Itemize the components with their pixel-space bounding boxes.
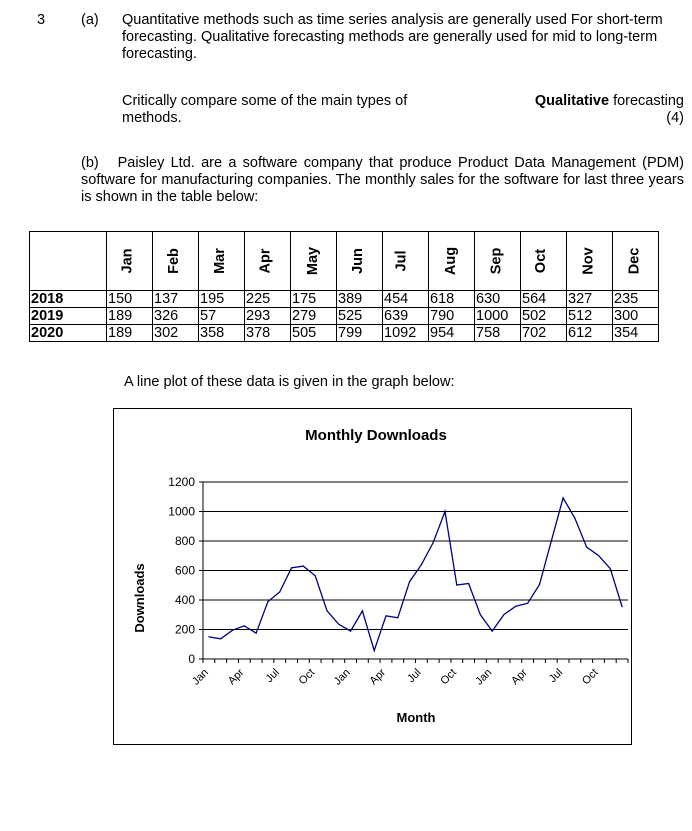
value-cell: 326 — [153, 308, 199, 325]
month-label: Jun — [349, 248, 366, 274]
data-point — [444, 511, 445, 512]
month-header — [245, 232, 291, 291]
month-label: Oct — [533, 248, 550, 274]
data-point — [256, 633, 257, 634]
part-a-label: (a) — [81, 12, 99, 28]
data-point — [303, 566, 304, 567]
data-point — [598, 555, 599, 556]
value-cell: 137 — [153, 291, 199, 308]
data-point — [574, 518, 575, 519]
value-cell: 279 — [291, 308, 337, 325]
month-header — [199, 232, 245, 291]
value-cell: 389 — [337, 291, 383, 308]
y-axis-label: Downloads — [132, 563, 147, 633]
value-cell: 378 — [245, 325, 291, 342]
chart-title: Monthly Downloads — [305, 427, 447, 444]
table-row — [30, 308, 659, 325]
data-point — [374, 650, 375, 651]
value-cell: 799 — [337, 325, 383, 342]
value-cell: 454 — [383, 291, 429, 308]
month-header — [153, 232, 199, 291]
value-cell: 612 — [567, 325, 613, 342]
y-tick-label: 400 — [174, 593, 195, 607]
x-tick-labels — [190, 666, 601, 687]
data-point — [267, 601, 268, 602]
month-label: Aug — [443, 246, 460, 276]
x-tick-label: Jan — [189, 666, 212, 688]
data-point — [515, 606, 516, 607]
month-label: Nov — [580, 247, 597, 275]
part-a-task-post: forecasting — [613, 93, 684, 109]
data-point — [362, 610, 363, 611]
value-cell: 564 — [521, 291, 567, 308]
axis-layer — [199, 482, 628, 663]
value-cell: 195 — [199, 291, 245, 308]
value-cell: 57 — [199, 308, 245, 325]
y-tick-label: 800 — [174, 534, 195, 548]
month-header — [613, 232, 659, 291]
value-cell: 502 — [521, 308, 567, 325]
data-point — [527, 603, 528, 604]
data-point — [279, 591, 280, 592]
month-header — [429, 232, 475, 291]
month-header — [383, 232, 429, 291]
month-label: Mar — [211, 248, 228, 274]
data-point — [622, 606, 623, 607]
data-point — [350, 631, 351, 632]
part-b-text: Paisley Ltd. are a software company that produce Product Data Management (PDM) software for manufacturing companies. The monthly sales for the software for last three years is shown in the table below: — [81, 155, 684, 205]
sales-table — [29, 231, 659, 342]
month-header — [291, 232, 337, 291]
month-label: Jul — [393, 250, 410, 272]
question-number: 3 — [37, 12, 46, 28]
data-point — [244, 625, 245, 626]
x-tick-label: Jul — [546, 666, 566, 686]
data-point — [433, 542, 434, 543]
series-layer — [208, 497, 622, 651]
part-a-marks: (4) — [666, 110, 684, 126]
value-cell: 150 — [107, 291, 153, 308]
x-tick-label: Apr — [225, 666, 247, 688]
value-cell: 189 — [107, 325, 153, 342]
y-tick-label: 600 — [174, 563, 195, 578]
part-a-task — [122, 93, 684, 127]
part-a-text: Quantitative methods such as time series analysis are generally used For short-term forecasting. Qualitative forecasting methods are generally used for mid to long-term forecasting. — [122, 12, 663, 62]
value-cell: 293 — [245, 308, 291, 325]
value-cell: 630 — [475, 291, 521, 308]
x-tick-label: Jul — [405, 666, 424, 686]
y-tick-label: 0 — [188, 652, 195, 666]
x-tick-label: Apr — [509, 666, 530, 688]
x-tick-label: Apr — [367, 666, 389, 688]
value-cell: 1092 — [383, 325, 429, 342]
value-cell: 300 — [613, 308, 659, 325]
x-tick-label: Jul — [263, 666, 282, 686]
data-point — [232, 630, 233, 631]
data-point — [610, 568, 611, 569]
value-cell: 505 — [291, 325, 337, 342]
line-chart — [114, 409, 633, 746]
data-point — [338, 624, 339, 625]
month-label: May — [305, 246, 322, 276]
x-tick-label: Oct — [296, 666, 318, 688]
data-point — [492, 631, 493, 632]
value-cell: 639 — [383, 308, 429, 325]
grid-layer — [203, 482, 628, 630]
table-corner-cell — [30, 232, 107, 291]
part-b-label: (b) — [81, 155, 99, 171]
data-point — [208, 636, 209, 637]
value-cell: 327 — [567, 291, 613, 308]
table-row — [30, 325, 659, 342]
series-line — [209, 498, 622, 651]
x-tick-label: Oct — [438, 666, 459, 688]
value-cell: 354 — [613, 325, 659, 342]
data-point — [291, 567, 292, 568]
month-header — [567, 232, 613, 291]
data-point — [551, 541, 552, 542]
year-cell: 2018 — [30, 291, 107, 308]
value-cell: 175 — [291, 291, 337, 308]
month-label: Apr — [257, 248, 274, 274]
x-tick-label: Jan — [473, 666, 495, 688]
chart-frame — [113, 408, 632, 745]
data-point — [539, 584, 540, 585]
data-point — [315, 575, 316, 576]
data-point — [468, 583, 469, 584]
data-point — [385, 615, 386, 616]
value-cell: 790 — [429, 308, 475, 325]
month-label: Dec — [626, 247, 643, 275]
month-label: Jan — [119, 248, 136, 274]
data-point — [409, 581, 410, 582]
value-cell: 758 — [475, 325, 521, 342]
data-point — [480, 614, 481, 615]
value-cell: 358 — [199, 325, 245, 342]
y-tick-label: 1200 — [168, 475, 195, 489]
plot-intro-text: A line plot of these data is given in the graph below: — [124, 374, 455, 390]
year-cell: 2020 — [30, 325, 107, 342]
table-header-row — [30, 232, 659, 291]
part-a-task-pre: Critically compare some of the main types of — [122, 93, 408, 109]
data-point — [397, 617, 398, 618]
part-b-paragraph — [81, 155, 684, 206]
y-tick-labels — [168, 475, 195, 666]
value-cell: 235 — [613, 291, 659, 308]
value-cell: 954 — [429, 325, 475, 342]
value-cell: 525 — [337, 308, 383, 325]
data-point — [456, 584, 457, 585]
month-header — [521, 232, 567, 291]
value-cell: 189 — [107, 308, 153, 325]
data-point — [563, 497, 564, 498]
data-point — [220, 638, 221, 639]
value-cell: 1000 — [475, 308, 521, 325]
month-label: Feb — [165, 248, 182, 274]
x-tick-label: Jan — [331, 666, 353, 688]
x-axis-label: Month — [396, 710, 436, 725]
value-cell: 302 — [153, 325, 199, 342]
value-cell: 512 — [567, 308, 613, 325]
data-point — [326, 610, 327, 611]
data-point — [503, 614, 504, 615]
value-cell: 225 — [245, 291, 291, 308]
month-header — [107, 232, 153, 291]
data-point — [421, 564, 422, 565]
value-cell: 618 — [429, 291, 475, 308]
table-row — [30, 291, 659, 308]
year-cell: 2019 — [30, 308, 107, 325]
value-cell: 702 — [521, 325, 567, 342]
y-tick-label: 200 — [174, 622, 195, 637]
x-tick-label: Oct — [580, 666, 601, 688]
month-header — [337, 232, 383, 291]
part-a-task-bold: Qualitative — [534, 93, 610, 109]
month-header — [475, 232, 521, 291]
y-tick-label: 1000 — [168, 504, 195, 519]
month-label: Sep — [488, 247, 505, 275]
part-a-task-end: methods. — [122, 110, 182, 126]
data-point — [586, 547, 587, 548]
